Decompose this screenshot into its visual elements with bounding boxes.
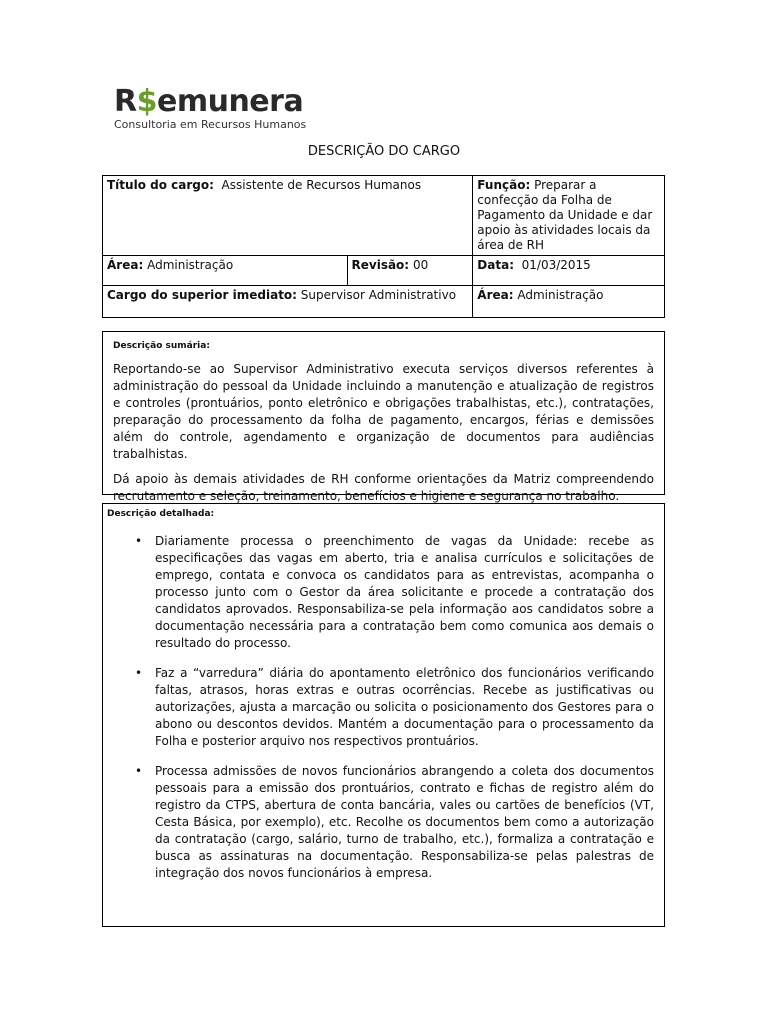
job-title-cell: Título do cargo: Assistente de Recursos Humanos xyxy=(103,176,473,256)
list-item: • Diariamente processa o preenchimento de vagas da Unidade: recebe as especificações das vagas em aberto, tria e analisa currículos e solicitações de emprego, contata e convoca os candidatos para as entrevistas, acompanha o processo junto com o Gestor da área solicitante e procede a contratação dos candidatos aprovados. Responsabiliza-se pela informação aos candidatos sobre a documentação necessária para a contratação bem como comunica aos demais o resultado do processo. xyxy=(135,534,654,650)
summary-section xyxy=(102,331,665,503)
logo-wordmark: R$emunera xyxy=(114,84,304,119)
summary-paragraph: Dá apoio às demais atividades de RH conforme orientações da Matriz compreendendo recrutamento e seleção, treinamento, benefícios e higiene e segurança no trabalho. xyxy=(113,472,654,503)
list-item: • Faz a “varredura” diária do apontamento eletrônico dos funcionários verificando faltas, atrasos, horas extras e outras ocorrências. Recebe as justificativas ou autorizações, ajusta a marcação ou solicita o posicionamento dos Gestores para o abono ou descontos devidos. Mantém a documentação para o processamento da Folha e posterior arquivo nos respectivos prontuários. xyxy=(135,666,654,748)
date-cell: Data: 01/03/2015 xyxy=(473,256,665,286)
superior-cell: Cargo do superior imediato: Supervisor Administrativo xyxy=(103,286,473,318)
details-list xyxy=(107,533,660,882)
function-cell: Função: Preparar a confecção da Folha de Pagamento da Unidade e dar apoio às atividades locais da área de RH xyxy=(473,176,665,256)
details-section xyxy=(102,503,665,927)
bullet-icon: • xyxy=(135,534,143,548)
company-logo xyxy=(114,86,306,131)
revision-cell: Revisão: 00 xyxy=(347,256,473,286)
list-item: • Processa admissões de novos funcionários abrangendo a coleta dos documentos pessoais para a emissão dos prontuários, contrato e fichas de registro além do registro da CTPS, abertura de conta bancária, vales ou cartões de benefícios (VT, Cesta Básica, por exemplo), etc. Recolhe os documentos bem como a autorização da contratação (cargo, salário, turno de trabalho, etc.), formaliza a contratação e busca as assinaturas na documentação. Responsabiliza-se pelas palestras de integração dos novos funcionários à empresa. xyxy=(135,764,654,880)
area-cell: Área: Administração xyxy=(103,256,348,286)
document-title: DESCRIÇÃO DO CARGO xyxy=(307,144,461,159)
summary-heading: Descrição sumária: xyxy=(113,341,210,351)
summary-paragraph: Reportando-se ao Supervisor Administrativo executa serviços diversos referentes à administração do pessoal da Unidade incluindo a manutenção e atualização de registros e controles (prontuários, ponto eletrônico e obrigações trabalhistas, etc.), contratações, preparação do processamento da folha de pagamento, encargos, férias e demissões além do controle, agendamento e organização de documentos para audiências trabalhistas. xyxy=(113,362,654,461)
area2-cell: Área: Administração xyxy=(473,286,665,318)
bullet-icon: • xyxy=(135,764,143,778)
logo-subtitle: Consultoria em Recursos Humanos xyxy=(114,118,307,131)
job-header-table xyxy=(102,175,665,318)
details-heading: Descrição detalhada: xyxy=(107,509,215,519)
bullet-icon: • xyxy=(135,666,143,680)
